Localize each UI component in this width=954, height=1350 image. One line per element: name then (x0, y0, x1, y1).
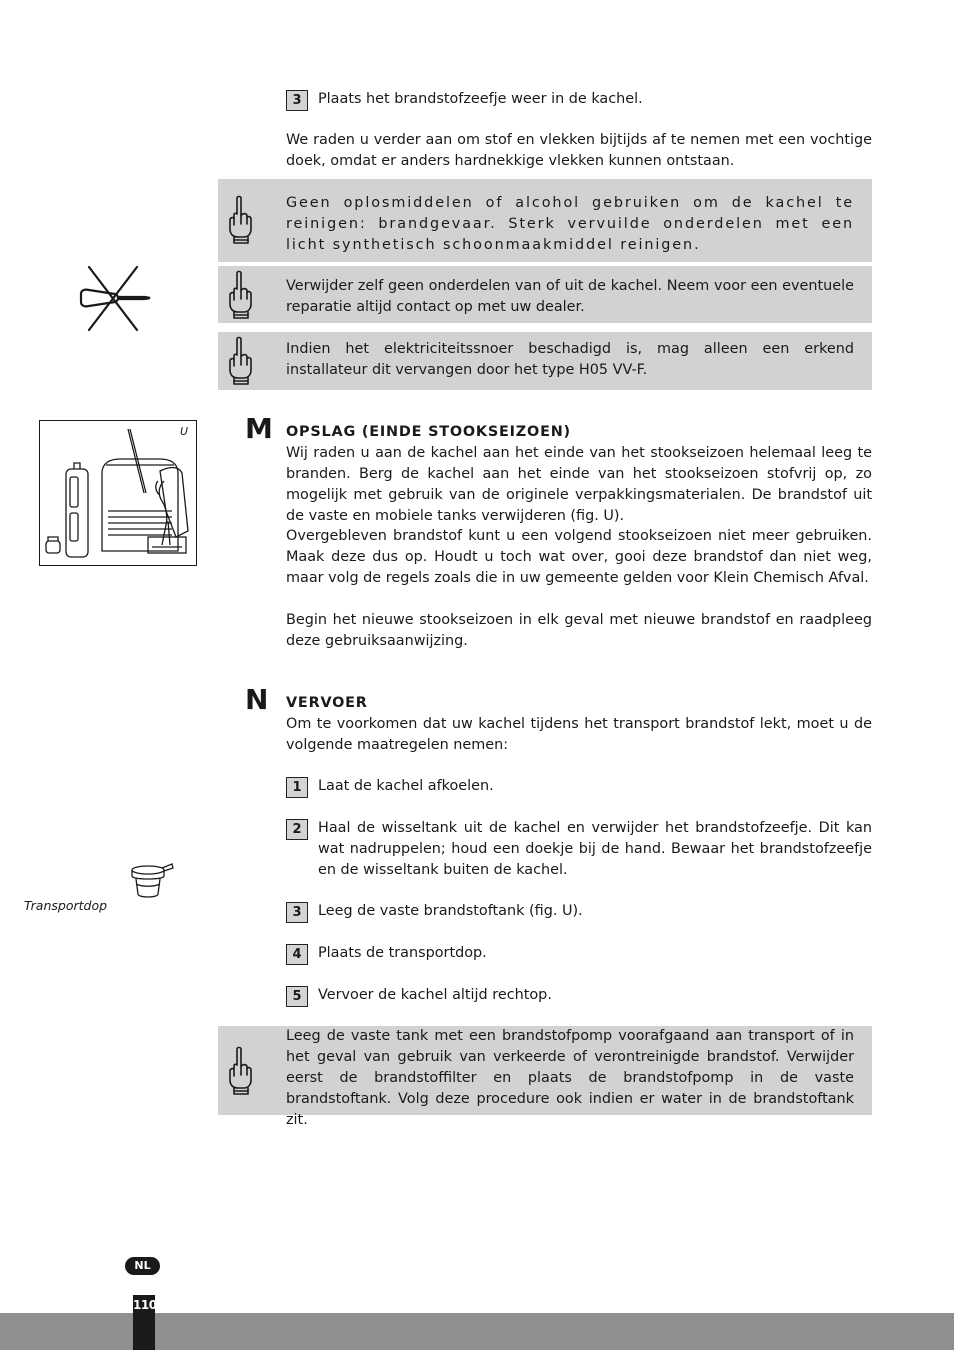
paragraph: Wij raden u aan de kachel aan het einde van het stookseizoen helemaal leeg te branden. Berg de kachel aan het einde van het stookseizoen stofvrij op, zo mogelijk met gebruik van de originele verpakkingsmaterialen. De brandstof uit de vaste en mobiele tanks verwijderen (fig. U). (286, 445, 872, 524)
transport-cap-icon (128, 862, 176, 902)
step-number: 3 (286, 90, 308, 111)
paragraph: Begin het nieuwe stookseizoen in elk geval met nieuwe brandstof en raadpleeg deze gebruiksaanwijzing. (286, 612, 872, 649)
step-text: Laat de kachel afkoelen. (318, 778, 494, 794)
pointing-hand-icon (226, 270, 254, 320)
step-number: 5 (286, 986, 308, 1007)
step-text: Plaats het brandstofzeefje weer in de kachel. (318, 91, 643, 107)
warning-note (218, 1026, 872, 1128)
paragraph: Overgebleven brandstof kunt u een volgend stookseizoen niet meer gebruiken. Maak deze dus op. Houdt u toch wat over, gooi deze brandstof dan niet weg, maar volg de regels zoals die in uw gemeente gelden voor Klein Chemisch Afval. (286, 528, 872, 586)
heater-illustration (40, 421, 196, 565)
note-text: Leeg de vaste tank met een brandstofpomp voorafgaand aan transport of in het geval van gebruik van verkeerde of verontreinigde brandstof. Verwijder eerst de brandstoffilter en plaats de brandstofpomp in de vaste brandstoftank. Volg deze procedure ook indien er water in de brandstoftank zit. (286, 1028, 854, 1128)
step-number: 4 (286, 944, 308, 965)
warning-note (218, 266, 872, 323)
step-text: Haal de wisseltank uit de kachel en verwijder het brandstofzeefje. Dit kan wat nadruppelen; houd een doekje bij de hand. Bewaar het brandstofzeefje en de wisseltank buiten de kachel. (318, 820, 872, 878)
step-text: Plaats de transportdop. (318, 945, 487, 961)
warning-note (218, 332, 872, 390)
step-number: 3 (286, 902, 308, 923)
no-screwdriver-icon (75, 264, 155, 334)
figure-u (39, 420, 197, 566)
section-heading: OPSLAG (EINDE STOOKSEIZOEN) (286, 424, 571, 440)
pointing-hand-icon (226, 336, 254, 386)
note-text: Indien het elektriciteitssnoer beschadigd is, mag alleen een erkend installateur dit vervangen door het type H05 VV-F. (286, 341, 854, 378)
language-badge: NL (125, 1257, 160, 1275)
step-text: Vervoer de kachel altijd rechtop. (318, 987, 552, 1003)
page-number: 110 (133, 1298, 157, 1312)
pointing-hand-icon (226, 195, 254, 245)
note-text: Geen oplosmiddelen of alcohol gebruiken om de kachel te reinigen: brandgevaar. Sterk vervuilde onderdelen met een licht synthetisch schoonmaakmiddel reinigen. (286, 195, 854, 253)
paragraph-cleaning: We raden u verder aan om stof en vlekken bijtijds af te nemen met een vochtige doek, omdat er anders hardnekkige vlekken kunnen ontstaan. (286, 132, 872, 169)
section-letter: N (245, 683, 269, 716)
caption-transportdop: Transportdop (24, 898, 108, 913)
section-letter: M (245, 412, 273, 445)
step-number: 2 (286, 819, 308, 840)
note-text: Verwijder zelf geen onderdelen van of uit de kachel. Neem voor een eventuele reparatie altijd contact op met uw dealer. (286, 278, 854, 315)
step-text: Leeg de vaste brandstoftank (fig. U). (318, 903, 583, 919)
figure-label: U (179, 425, 188, 438)
warning-note (218, 179, 872, 262)
pointing-hand-icon (226, 1046, 254, 1096)
paragraph: Om te voorkomen dat uw kachel tijdens het transport brandstof lekt, moet u de volgende maatregelen nemen: (286, 716, 872, 753)
section-heading: VERVOER (286, 695, 368, 711)
step-number: 1 (286, 777, 308, 798)
